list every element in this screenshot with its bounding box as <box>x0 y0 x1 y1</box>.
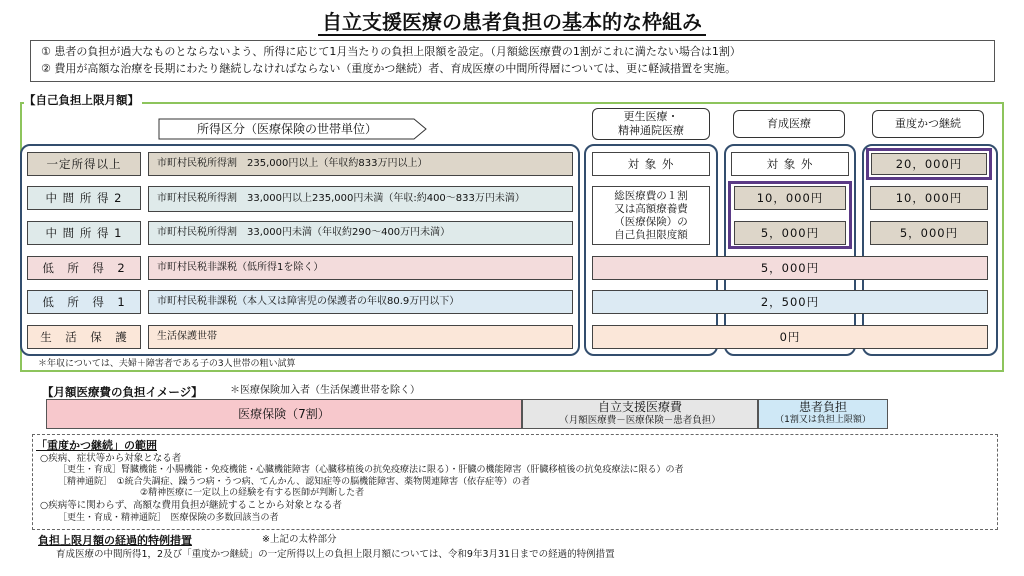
patient-bar <box>758 399 888 429</box>
row-label-mid2: 中 間 所 得 2 <box>27 186 141 210</box>
section2-label: 【月額医療費の負担イメージ】 <box>42 385 203 399</box>
ikusei-high-value: 対 象 外 <box>731 152 849 176</box>
juudo-mid1-value: 5，000円 <box>870 221 988 245</box>
col-header-juudo: 重度かつ継続 <box>872 110 984 138</box>
patient-title: 患者負担 <box>798 400 847 414</box>
insurance-bar <box>46 399 522 429</box>
juudo-high-value: 20，000円 <box>871 153 987 175</box>
row-label-seiho: 生 活 保 護 <box>27 325 141 349</box>
scope-line-3: ［精神通院］ ①統合失調症、躁うつ病・うつ病、てんかん、認知症等の脳機能障害、薬物関連障害（依存症等）の者 <box>58 477 531 487</box>
row-desc-high: 市町村民税所得割 235,000円以上（年収約833万円以上） <box>148 152 573 176</box>
scope-heading: 「重度かつ継続」の範囲 <box>36 439 157 452</box>
section1-label: 【自己負担上限月額】 <box>24 92 142 108</box>
footnote: ＊年収については、夫婦＋障害者である子の3人世帯の粗い試算 <box>38 359 296 369</box>
transition-heading: 負担上限月額の経過的特例措置 <box>38 534 192 547</box>
scope-line-6: ［更生・育成・精神通院］ 医療保険の多数回該当の者 <box>58 513 279 523</box>
col-header-kousei: 更生医療・ 精神通院医療 <box>592 108 710 140</box>
insurance-label: 医療保険（7割） <box>238 406 330 421</box>
row-desc-low2: 市町村民税非課税（低所得1を除く） <box>148 256 573 280</box>
note-2: ② 費用が高額な治療を長期にわたり継続しなければならない（重度かつ継続）者、育成医療の中間所得層については、更に軽減措置を実施。 <box>41 62 737 75</box>
scope-line-4: ②精神医療に一定以上の経験を有する医師が判断した者 <box>140 488 365 498</box>
col-header-ikusei: 育成医療 <box>733 110 845 138</box>
low2-value: 5，000円 <box>592 256 988 280</box>
row-label-low1: 低 所 得 1 <box>27 290 141 314</box>
row-label-mid1: 中 間 所 得 1 <box>27 221 141 245</box>
row-desc-mid2: 市町村民税所得割 33,000円以上235,000円未満（年収:約400～833万円未満） <box>148 186 573 212</box>
support-title: 自立支援医療費 <box>597 400 682 414</box>
row-desc-low1: 市町村民税非課税（本人又は障害児の保護者の年収80.9万円以下） <box>148 290 573 314</box>
scope-line-2: ［更生・育成］腎臓機能・小腸機能・免疫機能・心臓機能障害（心臓移植後の抗免疫療法に限る）・肝臓の機能障害（肝臓移植後の抗免疫療法に限る）の者 <box>58 465 684 475</box>
support-sub: （月額医療費－医療保険－患者負担） <box>559 415 721 426</box>
row-label-low2: 低 所 得 2 <box>27 256 141 280</box>
row-label-high: 一定所得以上 <box>27 152 141 176</box>
notes-box <box>30 40 995 82</box>
row-desc-mid1: 市町村民税所得割 33,000円未満（年収約290～400万円未満） <box>148 221 573 245</box>
page-title: 自立支援医療の患者負担の基本的な枠組み <box>0 6 1024 35</box>
scope-line-5: ○疾病等に関わらず、高額な費用負担が継続することから対象となる者 <box>40 500 343 511</box>
row-desc-seiho: 生活保護世帯 <box>148 325 573 349</box>
ikusei-mid2-value: 10，000円 <box>734 186 846 210</box>
ikusei-mid1-value: 5，000円 <box>734 221 846 245</box>
seiho-value: 0円 <box>592 325 988 349</box>
section2-note: ＊医療保険加入者（生活保護世帯を除く） <box>230 385 420 396</box>
scope-line-1: ○疾病、症状等から対象となる者 <box>40 453 182 464</box>
kousei-mid-value: 総医療費の１割 又は高額療養費 （医療保険）の 自己負担限度額 <box>592 186 710 245</box>
patient-sub: （1割又は負担上限額） <box>775 415 871 425</box>
income-category-header: 所得区分（医療保険の世帯単位） <box>158 118 428 140</box>
low1-value: 2，500円 <box>592 290 988 314</box>
note-1: ① 患者の負担が過大なものとならないよう、所得に応じて1月当たりの負担上限額を設定。（月額総医療費の1割がこれに満たない場合は1割） <box>41 45 741 58</box>
kousei-high-value: 対 象 外 <box>592 152 710 176</box>
support-bar <box>522 399 758 429</box>
transition-body: 育成医療の中間所得1，2及び「重度かつ継続」の一定所得以上の負担上限月額については、令和9年3月31日までの経過的特例措置 <box>56 549 615 560</box>
juudo-mid2-value: 10，000円 <box>870 186 988 210</box>
transition-note: ※上記の太枠部分 <box>262 534 337 545</box>
